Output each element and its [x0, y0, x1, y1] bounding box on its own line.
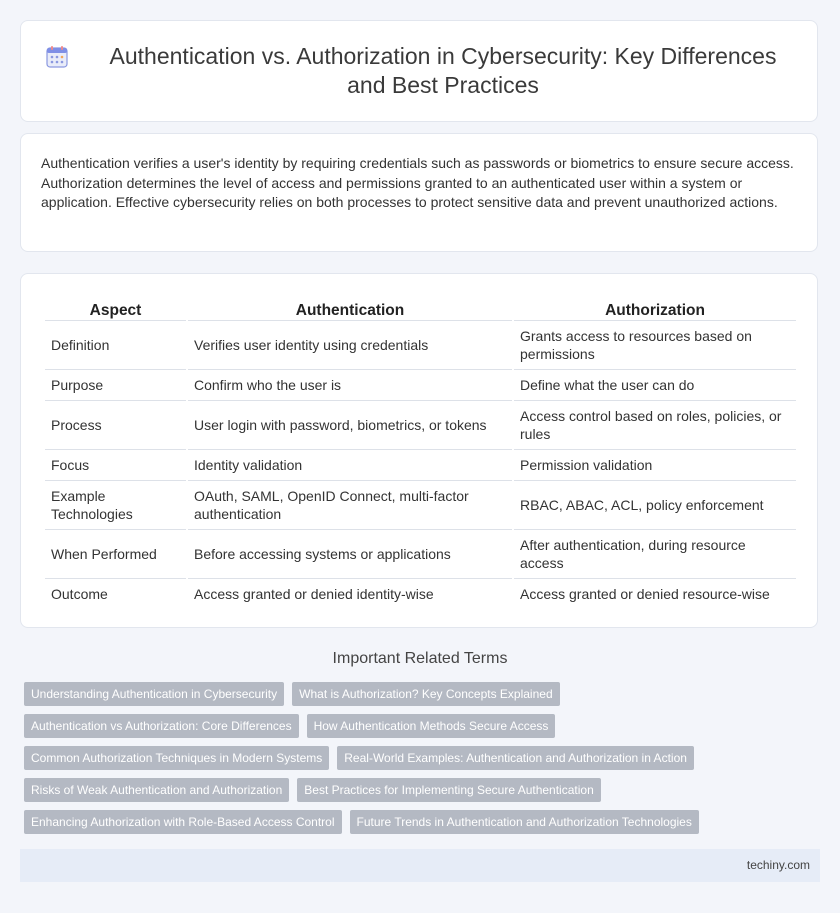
table-cell: Example Technologies — [45, 481, 186, 530]
related-term-link[interactable]: Enhancing Authorization with Role-Based Access Control — [24, 810, 342, 834]
related-term-link[interactable]: Future Trends in Authentication and Authorization Technologies — [350, 810, 699, 834]
comparison-table — [43, 294, 798, 609]
related-term-link[interactable]: Common Authorization Techniques in Modern Systems — [24, 746, 329, 770]
table-cell: Purpose — [45, 370, 186, 401]
related-term-link[interactable]: How Authentication Methods Secure Access — [307, 714, 556, 738]
table-cell: RBAC, ABAC, ACL, policy enforcement — [514, 481, 796, 530]
table-cell: Define what the user can do — [514, 370, 796, 401]
table-row — [45, 321, 796, 370]
table-cell: OAuth, SAML, OpenID Connect, multi-factor authentication — [188, 481, 512, 530]
table-cell: After authentication, during resource access — [514, 530, 796, 579]
table-cell: When Performed — [45, 530, 186, 579]
related-term-link[interactable]: Understanding Authentication in Cybersecurity — [24, 682, 284, 706]
table-cell: Verifies user identity using credentials — [188, 321, 512, 370]
related-terms-title: Important Related Terms — [332, 650, 508, 667]
table-header-row — [45, 294, 796, 321]
table-cell: Permission validation — [514, 450, 796, 481]
intro-text: Authentication verifies a user's identity by requiring credentials such as passwords or biometrics to ensure secure access. Authorization determines the level of access and permissions granted to an authenticated user within a system or application. Effective cybersecurity relies on both processes to protect sensitive data and prevent unauthorized actions. — [41, 155, 794, 210]
table-row — [45, 579, 796, 609]
table-row — [45, 370, 796, 401]
table-cell: Confirm who the user is — [188, 370, 512, 401]
column-header-authentication: Authentication — [188, 294, 512, 321]
table-cell: Before accessing systems or applications — [188, 530, 512, 579]
table-row — [45, 481, 796, 530]
related-terms-list — [24, 682, 804, 842]
header-card — [20, 20, 818, 122]
intro-card — [20, 133, 818, 252]
table-row — [45, 530, 796, 579]
table-cell: Process — [45, 401, 186, 450]
table-cell: Access control based on roles, policies, or rules — [514, 401, 796, 450]
related-term-link[interactable]: Authentication vs Authorization: Core Differences — [24, 714, 299, 738]
calendar-icon — [45, 45, 69, 69]
table-cell: Grants access to resources based on permissions — [514, 321, 796, 370]
related-term-link[interactable]: Real-World Examples: Authentication and Authorization in Action — [337, 746, 694, 770]
table-cell: User login with password, biometrics, or tokens — [188, 401, 512, 450]
related-term-link[interactable]: What is Authorization? Key Concepts Explained — [292, 682, 559, 706]
table-cell: Access granted or denied resource-wise — [520, 586, 770, 602]
table-cell: Outcome — [51, 586, 108, 602]
table-cell: Definition — [45, 321, 186, 370]
comparison-card — [20, 273, 818, 628]
column-header-authorization: Authorization — [514, 294, 796, 321]
table-cell: Identity validation — [188, 450, 512, 481]
related-term-link[interactable]: Best Practices for Implementing Secure Authentication — [297, 778, 600, 802]
footer-site-name[interactable]: techiny.com — [746, 858, 810, 872]
table-cell: Focus — [45, 450, 186, 481]
table-row — [45, 401, 796, 450]
column-header-aspect: Aspect — [45, 294, 186, 321]
related-term-link[interactable]: Risks of Weak Authentication and Authorization — [24, 778, 289, 802]
footer — [20, 849, 820, 882]
page-title: Authentication vs. Authorization in Cybersecurity: Key Differences and Best Practices — [109, 43, 777, 98]
table-row — [45, 450, 796, 481]
table-cell: Access granted or denied identity-wise — [194, 586, 434, 602]
